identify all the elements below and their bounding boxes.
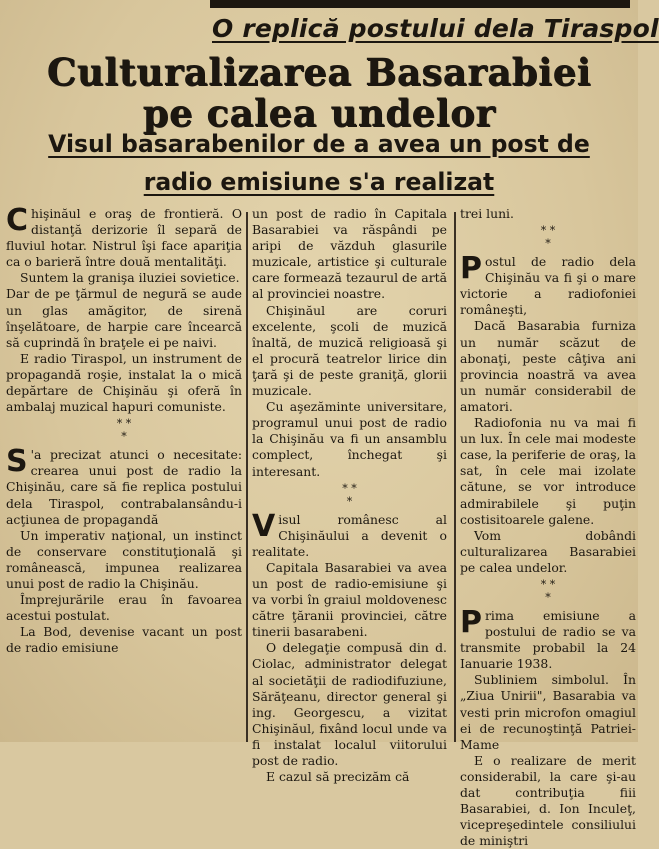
drop-cap: V <box>252 508 276 544</box>
subheadline-line1-text: Visul basarabenilor de a avea un post de <box>48 130 590 158</box>
paragraph <box>6 444 242 527</box>
paragraph: Capitala Basarabiei va avea un post de radio-emisiune şi va vorbi în graiul moldovenesc către ţăranii provinciei, către tinerii basarabeni. <box>252 559 447 640</box>
paragraph: Chişinăul are coruri excelente, şcoli de muzică înaltă, de muzică religioasă şi el procură teatrelor lirice din ţară şi de peste graniţă, glorii muzicale. <box>252 302 447 399</box>
section-separator: * * * <box>540 577 556 604</box>
paragraph: Dar de pe ţărmul de negură se aude un glas amăgitor, de sirenă înşelătoare, de harpie care încearcă să cuprindă în braţele ei pe naivi. <box>6 286 242 350</box>
paragraph: E o realizare de merit considerabil, la care şi-au dat contribuţia fiii Basarabiei, d. Ion Inculeţ, vicepreşedintele consiliului de miniştri <box>460 752 636 849</box>
paragraph: Un imperativ naţional, un instinct de conservare constituţională şi românească, impunea realizarea unui post de radio la Chişinău. <box>6 527 242 591</box>
paragraph-text: rima emisiune a postului de radio se va transmite probabil la 24 Ianuarie 1938. <box>460 607 636 672</box>
paragraph-text: ostul de radio dela Chişinău va fi şi o mare victorie a radiofoniei româneşti, <box>460 254 636 318</box>
article-column-1 <box>6 203 242 742</box>
subheadline-line2-text: radio emisiune s'a realizat <box>143 168 495 196</box>
subheadline-line2 <box>6 168 631 196</box>
paragraph <box>460 251 636 318</box>
paragraph: un post de radio în Capitala Basarabiei va răspândi pe aripi de văzduh glasurile muzicale, artistice şi culturale care formează tezaurul de artă al provinciei noastre. <box>252 206 447 302</box>
paragraph: E radio Tiraspol, un instrument de propagandă roşie, instalat la o mică depărtare de Chişinău şi oferă în ambalaj muzical hapuri comuniste. <box>6 350 242 415</box>
top-rule <box>210 0 630 8</box>
paragraph-text: hişinăul e oraş de frontieră. O distanţă derizorie îl separă de fluviul hotar. Nistrul îşi face apariţia ca o barieră între două mentalităţi. <box>6 206 242 270</box>
paragraph: Vom dobândi culturalizarea Basarabiei pe calea undelor. <box>460 527 636 575</box>
article-column-3 <box>460 206 636 849</box>
paragraph: Radiofonia nu va mai fi un lux. În cele mai modeste case, la periferie de oraş, la sat, în cele mai izolate cătune, se vor introduce admirabilele şi puţin costisitoarele galene. <box>460 415 636 527</box>
article-column-2 <box>252 206 447 785</box>
subheadline-line1 <box>6 130 631 158</box>
paragraph <box>252 508 447 560</box>
headline-main-line2: pe calea undelor <box>142 91 496 135</box>
paragraph-text: 'a precizat atunci o necesitate: crearea unui post de radio la Chişinău, care să fie replica postului dela Tiraspol, contrabalansându-i acţiunea de propagandă <box>6 447 242 527</box>
section-separator: * * * <box>342 481 357 508</box>
paragraph <box>6 203 242 270</box>
paragraph: Subliniem simbolul. În „Ziua Unirii", Basarabia va vesti prin microfon omagiul ei de recunoştinţă Patriei-Mame <box>460 672 636 752</box>
paragraph: E cazul să precizăm că <box>266 769 410 785</box>
drop-cap: C <box>6 203 29 238</box>
paragraph: Dacă Basarabia furniza un număr scăzut de abonaţi, peste câţiva ani provincia noastră va avea un număr considerabil de amatori. <box>460 318 636 414</box>
paragraph-text: isul românesc al Chişinăului a devenit o realitate. <box>252 511 447 559</box>
column-rule <box>454 212 456 742</box>
drop-cap: S <box>6 444 28 480</box>
headline-kicker: O replică postului dela Tiraspol <box>212 14 659 43</box>
paragraph: Împrejurările erau în favoarea acestui postulat. <box>6 592 242 624</box>
section-separator: * * * <box>540 224 556 251</box>
paragraph: Cu aşezăminte universitare, programul unui post de radio la Chişinău va fi un ansamblu complect, închegat şi interesant. <box>252 399 447 479</box>
paragraph: La Bod, devenise vacant un post de radio emisiune <box>6 624 242 656</box>
paragraph: trei luni. <box>460 206 514 221</box>
column-rule <box>246 212 248 742</box>
section-separator: * * * <box>116 417 132 444</box>
paragraph <box>460 604 636 672</box>
headline-main-line1: Culturalizarea Basarabiei <box>46 50 592 94</box>
drop-cap: P <box>460 251 482 287</box>
drop-cap: P <box>460 604 482 640</box>
paragraph: O delegaţie compusă din d. Ciolac, administrator delegat al societăţii de radiodifuziune, Sărăţeanu, director general şi ing. Georgescu, a vizitat Chişinăul, fixând locul unde va fi instalat localul viitorului post de radio. <box>252 640 447 768</box>
paragraph: Suntem la granişa iluziei sovietice. <box>20 270 240 286</box>
